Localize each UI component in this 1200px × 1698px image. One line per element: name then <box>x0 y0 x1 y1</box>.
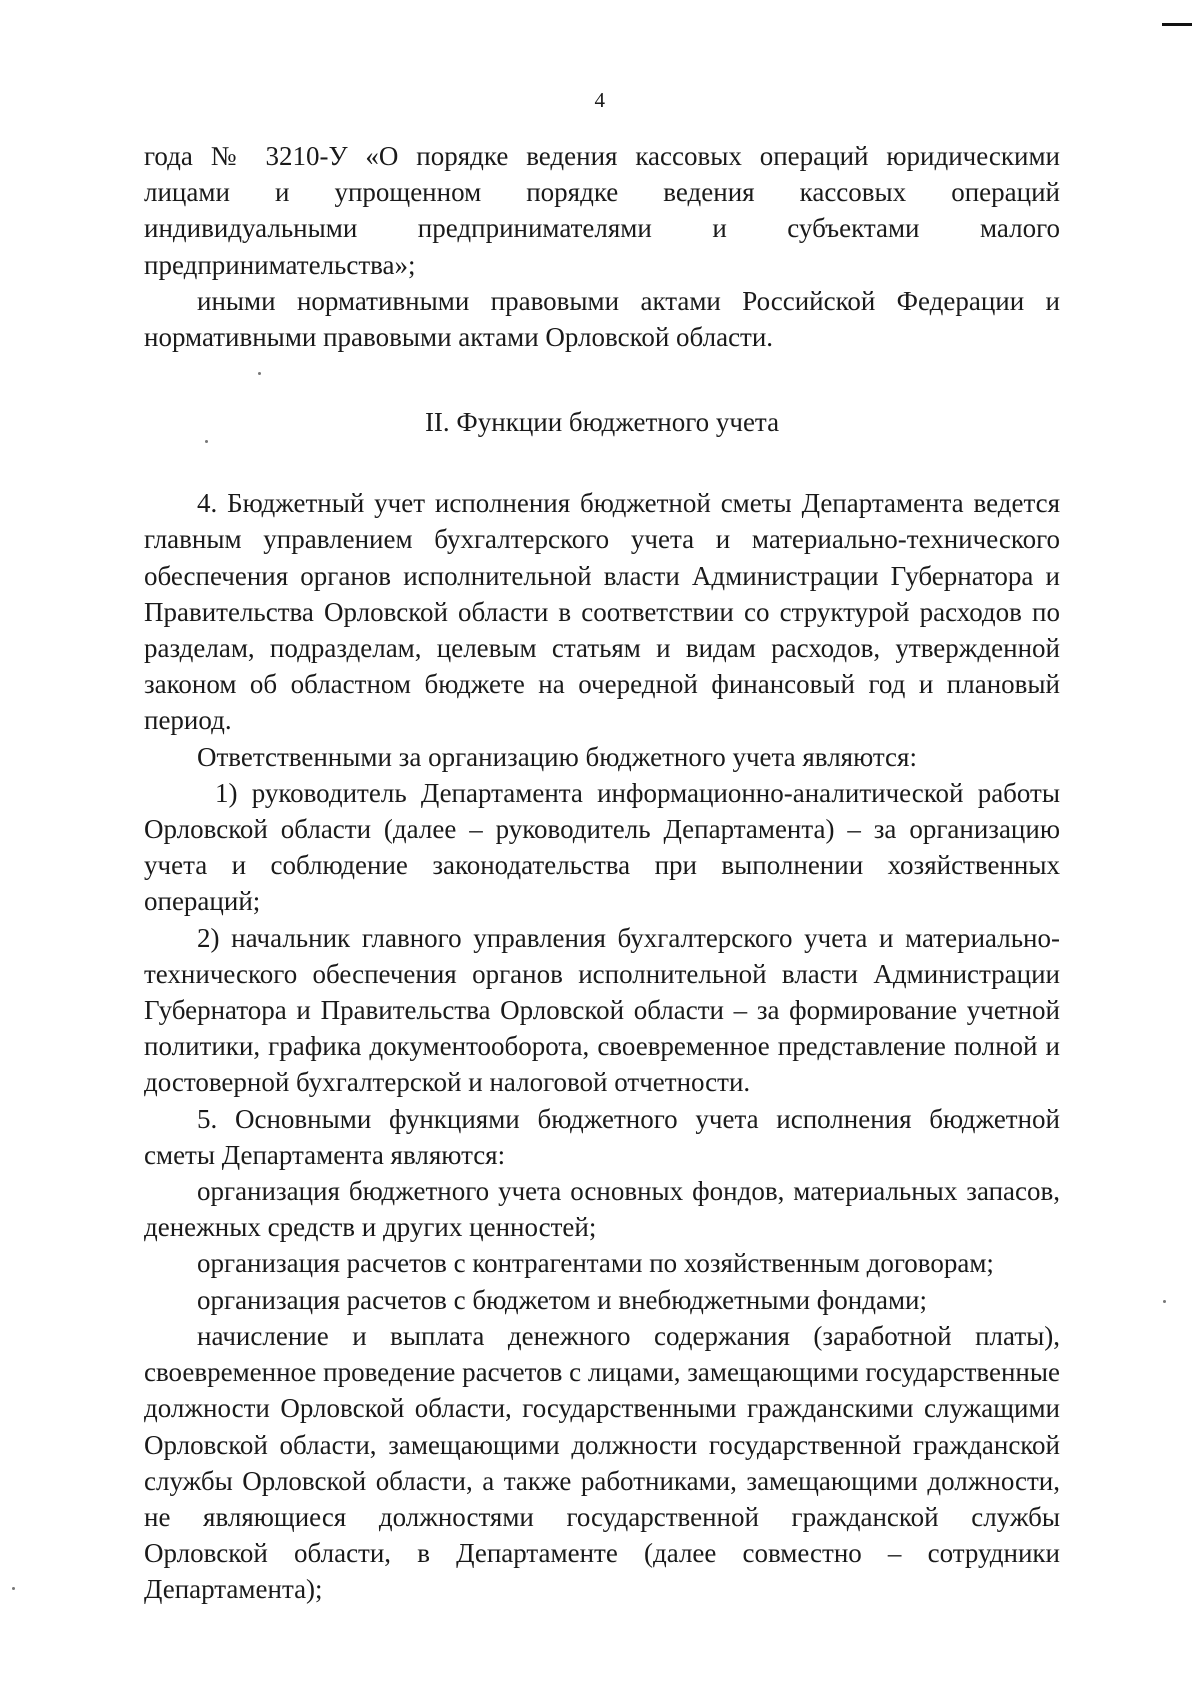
paragraph-responsible-2: 2) начальник главного управления бухгалтерского учета и материально-технического обеспечения органов исполнительной власти Администрации Губернатора и Правительства Орловской области – за формирование учетной политики, графика документооборота, своевременное представление полной и достоверной бухгалтерской и налоговой отчетности. <box>144 922 1060 1098</box>
intro-line-4: предпринимательства»; <box>144 249 416 280</box>
scan-speck <box>258 372 261 375</box>
intro-line-3: индивидуальными предпринимателями и субъектами малого <box>144 213 1060 244</box>
function-item-2: организация расчетов с контрагентами по хозяйственным договорам; <box>197 1248 994 1279</box>
page-edge-mark <box>1162 23 1192 26</box>
scan-speck <box>1163 1300 1166 1303</box>
function-item-3: организация расчетов с бюджетом и внебюджетными фондами; <box>197 1284 927 1315</box>
paragraph-responsible: Ответственными за организацию бюджетного учета являются: <box>197 741 917 772</box>
document-body <box>144 138 1060 1608</box>
intro-line-2: лицами и упрощенном порядке ведения кассовых операций <box>144 177 1060 208</box>
scan-speck <box>205 440 208 443</box>
paragraph-other-acts: иными нормативными правовыми актами Российской Федерации и нормативными правовыми актами Орловской области. <box>144 285 1060 353</box>
function-item-1: организация бюджетного учета основных фондов, материальных запасов, денежных средств и других ценностей; <box>144 1176 1060 1243</box>
function-item-4: начисление и выплата денежного содержания (заработной платы), своевременное проведение расчетов с лицами, замещающими государственные должности Орловской области, государственными гражданскими служащими Орловской области, замещающими должности государственной гражданской службы Орловской области, а также работниками, замещающими должности, не являющиеся должностями государственной гражданской службы Орловской области, в Департаменте (далее совместно – сотрудники Департамента); <box>144 1320 1060 1605</box>
paragraph-5: 5. Основными функциями бюджетного учета исполнения бюджетной сметы Департамента являются: <box>144 1103 1060 1170</box>
section-title: II. Функции бюджетного учета <box>424 407 780 438</box>
page-number: 4 <box>594 88 606 112</box>
intro-line-1: года № 3210-У «О порядке ведения кассовых операций юридическими <box>144 141 1060 171</box>
paragraph-responsible-1: 1) руководитель Департамента информационно-аналитической работы Орловской области (далее – руководитель Департамента) – за организацию учета и соблюдение законодательства при выполнении хозяйственных операций; <box>144 777 1060 917</box>
scan-speck <box>12 1587 15 1590</box>
paragraph-4: 4. Бюджетный учет исполнения бюджетной сметы Департамента ведется главным управлением бухгалтерского учета и материально-технического обеспечения органов исполнительной власти Администрации Губернатора и Правительства Орловской области в соответствии со структурой расходов по разделам, подразделам, целевым статьям и видам расходов, утвержденной законом об областном бюджете на очередной финансовый год и плановый период. <box>144 488 1060 736</box>
